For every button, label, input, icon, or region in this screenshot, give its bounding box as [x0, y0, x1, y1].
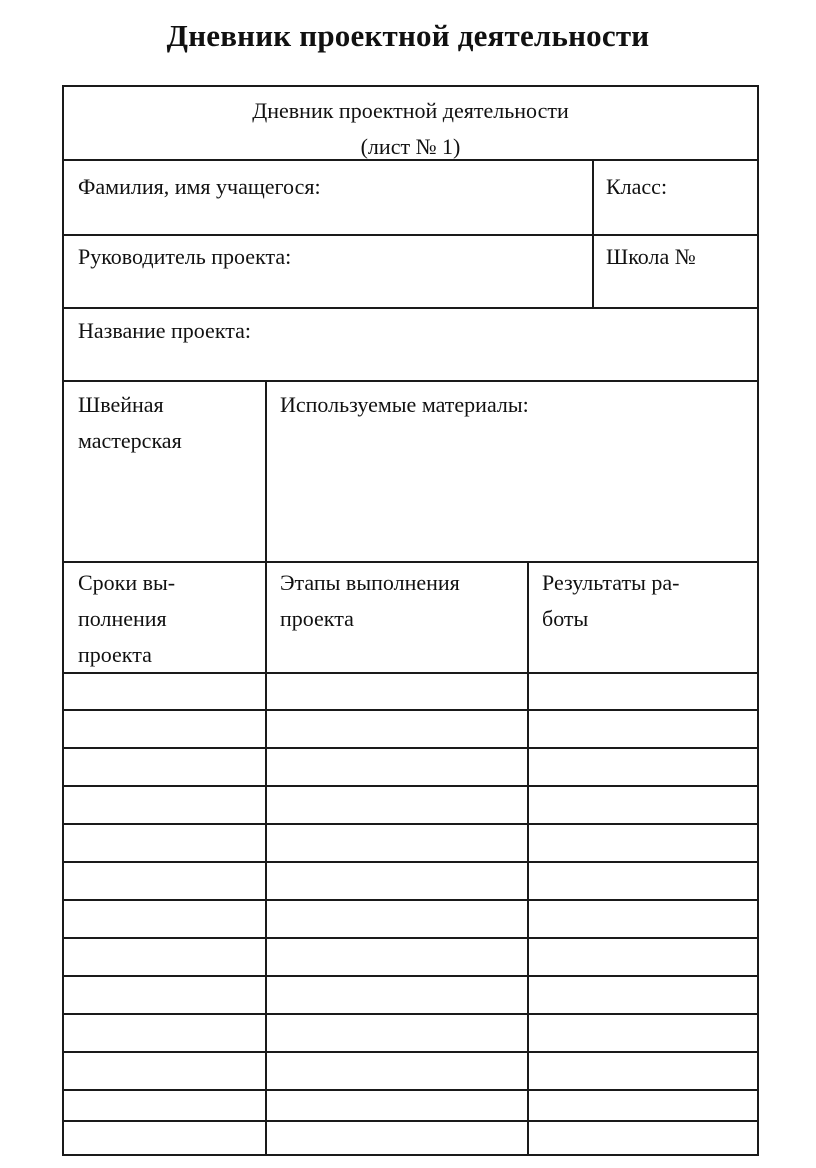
class-label: Класс: — [606, 174, 668, 199]
form-header-sheet-number: (лист № 1) — [360, 134, 461, 159]
table-row — [64, 975, 757, 977]
form-header — [64, 93, 757, 165]
table-row — [64, 823, 757, 825]
table-row — [64, 747, 757, 749]
school-label: Школа № — [606, 244, 696, 269]
table-row — [64, 861, 757, 863]
table-row — [64, 1089, 757, 1091]
project-name-label: Название проекта: — [78, 318, 251, 343]
table-row — [64, 709, 757, 711]
divider-line — [265, 380, 267, 1154]
materials-label: Используемые материалы: — [280, 392, 529, 417]
stages-column-header: Этапы выполнения проекта — [280, 570, 460, 631]
table-row — [64, 937, 757, 939]
student-name-label: Фамилия, имя учащегося: — [78, 174, 321, 199]
table-row — [64, 1120, 757, 1122]
workshop-label: Швейная мастерская — [78, 392, 182, 453]
table-row — [64, 899, 757, 901]
table-row — [64, 1013, 757, 1015]
form-header-title: Дневник проектной деятельности — [252, 98, 569, 123]
divider-line — [64, 307, 757, 309]
divider-line — [64, 234, 757, 236]
divider-line — [64, 561, 757, 563]
supervisor-label: Руководитель проекта: — [78, 244, 292, 269]
table-row — [64, 1051, 757, 1053]
deadlines-column-header: Сроки вы- полнения проекта — [78, 570, 176, 667]
results-column-header: Результаты ра- боты — [542, 570, 680, 631]
divider-line — [64, 159, 757, 161]
divider-line — [592, 159, 594, 307]
divider-line — [527, 561, 529, 1154]
table-row — [64, 785, 757, 787]
divider-line — [64, 380, 757, 382]
page-title: Дневник проектной деятельности — [166, 18, 650, 53]
project-diary-form — [62, 85, 759, 1156]
